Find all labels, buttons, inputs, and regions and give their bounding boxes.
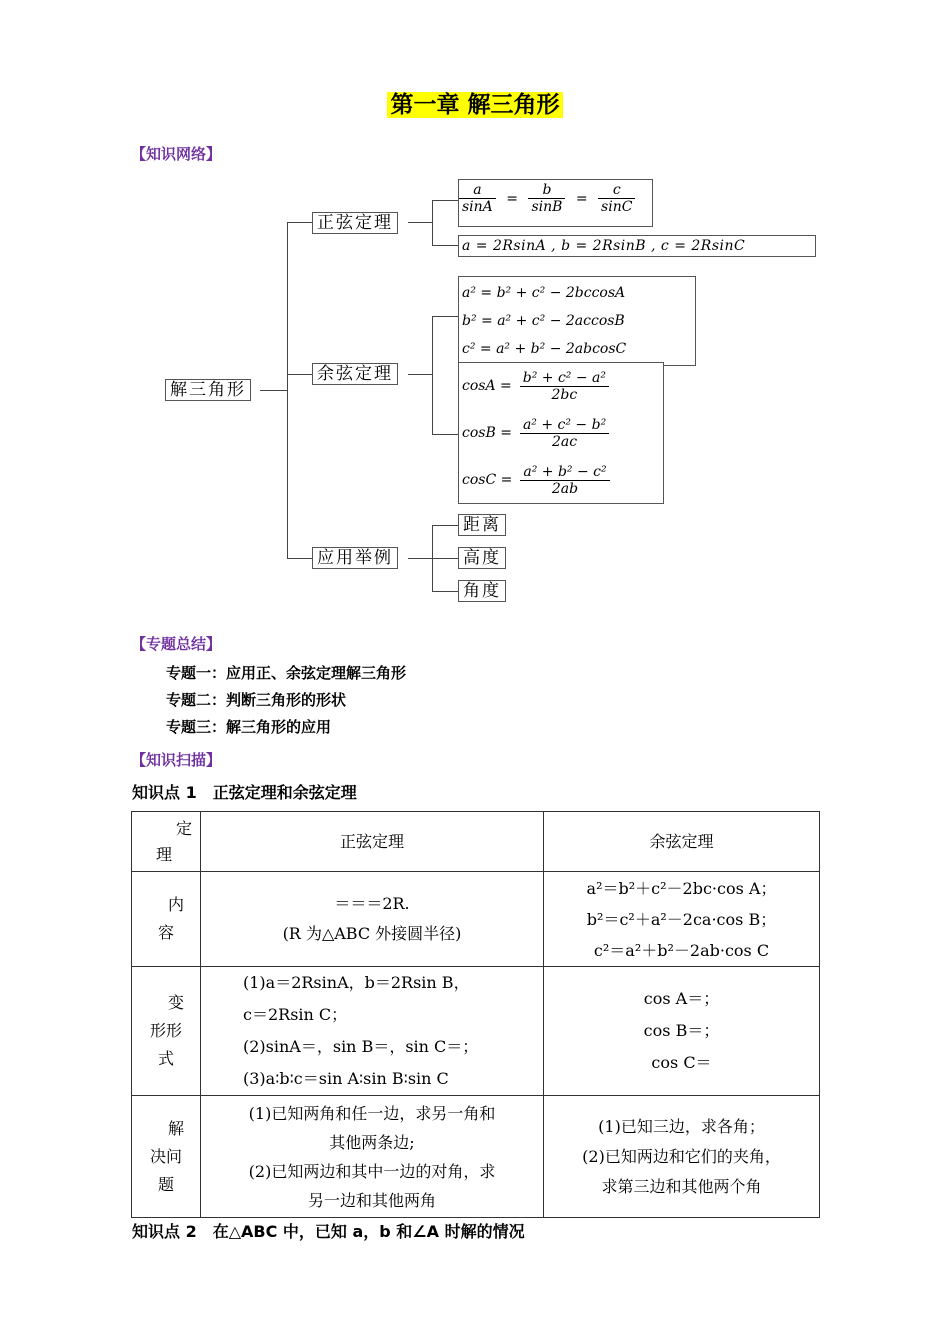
- connector: [260, 390, 287, 391]
- row-label-char: 容: [157, 923, 174, 942]
- connector: [408, 374, 432, 375]
- connector: [408, 558, 432, 559]
- row-label-char: 变: [167, 993, 184, 1012]
- header-char: 理: [156, 844, 173, 864]
- denominator: 2bc: [551, 386, 578, 403]
- sine-solving-line: (2)已知两边和其中一边的对角，求: [248, 1161, 496, 1181]
- cosine-variant-line: cos C＝: [651, 1053, 712, 1072]
- cosine-solving-line: (1)已知三边，求各角；: [598, 1116, 765, 1136]
- topic-1: 专题一：应用正、余弦定理解三角形: [166, 664, 407, 682]
- row-label-content: [132, 872, 201, 967]
- cosine-content-line: c²＝a²＋b²－2ab·cos C: [593, 940, 770, 960]
- numerator: b² + c² − a²: [520, 370, 609, 387]
- sine-ratio-formula: $\frac{a}{\sin A}$ = $\frac{b}{\sin B}$ = $\frac{c}{\sin C}$: [458, 179, 653, 227]
- row-label-char: 式: [157, 1049, 174, 1068]
- node-cosine-law: 余弦定理: [312, 363, 398, 385]
- sine-variants: [201, 967, 544, 1096]
- cosine-form-c: c² = a² + b² − 2abcosC: [462, 341, 627, 357]
- chapter-title: 第一章 解三角形: [0, 86, 950, 119]
- row-label-solving: [132, 1096, 201, 1218]
- connector: [432, 316, 458, 317]
- cosine-variant-line: cos A＝；: [643, 989, 720, 1008]
- row-label-char: 决问: [149, 1146, 182, 1166]
- sine-variant-line: c＝2Rsin C；: [243, 1005, 348, 1024]
- cosine-variants: [544, 967, 820, 1096]
- sine-content-line: ＝＝＝2R.: [334, 894, 410, 913]
- node-app-angle: 角度: [458, 580, 506, 602]
- fraction: [520, 417, 609, 450]
- connector: [432, 200, 458, 201]
- denominator: sinC: [601, 199, 633, 215]
- table-row-solving: [132, 1096, 820, 1218]
- connector: [287, 374, 312, 375]
- sine-content: [201, 872, 544, 967]
- numerator: a² + b² − c²: [520, 464, 609, 481]
- fraction: [520, 370, 609, 403]
- theorem-table: [131, 811, 820, 1218]
- section-knowledge-scan: 【知识扫描】: [131, 751, 222, 769]
- table-row-variants: [132, 967, 820, 1096]
- sine-solving-line: (1)已知两角和任一边，求另一角和: [248, 1103, 496, 1123]
- knowledge-point-2: 知识点 2 在△ABC 中，已知 a，b 和∠A 时解的情况: [132, 1222, 525, 1241]
- fraction: [520, 464, 609, 497]
- cos-b-lhs: cosB =: [462, 425, 512, 441]
- row-label-char: 形形: [149, 1021, 182, 1040]
- numerator: a: [459, 182, 496, 199]
- cos-fraction-row: [462, 409, 660, 457]
- cos-a-lhs: cosA =: [462, 378, 512, 394]
- node-app-distance: 距离: [458, 514, 506, 536]
- row-label-variants: [132, 967, 201, 1096]
- sine-solving: [201, 1096, 544, 1218]
- sine-variant-line: (2)sinA＝，sin B＝，sin C＝；: [243, 1037, 479, 1056]
- numerator: b: [528, 182, 565, 199]
- denominator: 2ac: [552, 433, 578, 450]
- node-app-height: 高度: [458, 547, 506, 569]
- fraction: [528, 182, 565, 215]
- denominator: 2ab: [551, 480, 579, 497]
- sine-expand-formula: a = 2RsinA , b = 2RsinB , c = 2RsinC: [458, 235, 816, 257]
- cosine-form-a: a² = b² + c² − 2bccosA: [462, 285, 626, 301]
- cosine-content-line: a²＝b²＋c²－2bc·cos A；: [586, 878, 777, 898]
- cosine-fractions: [458, 362, 664, 504]
- connector: [287, 222, 288, 558]
- connector: [432, 200, 433, 245]
- node-sine-law: 正弦定理: [312, 212, 398, 234]
- node-root: 解三角形: [165, 379, 251, 401]
- header-sine-law: 正弦定理: [201, 812, 544, 872]
- table-header-corner: [132, 812, 201, 872]
- cos-fraction-row: [462, 363, 660, 409]
- sine-solving-line: 另一边和其他两角: [307, 1190, 436, 1210]
- connector: [432, 591, 458, 592]
- sine-variant-line: (1)a＝2RsinA，b＝2Rsin B，: [243, 973, 470, 992]
- connector: [432, 245, 458, 246]
- connector: [432, 316, 433, 434]
- connector: [287, 222, 312, 223]
- cosine-solving: [544, 1096, 820, 1218]
- sine-content-line: (R 为△ABC 外接圆半径): [282, 924, 462, 943]
- fraction: [598, 182, 635, 215]
- denominator: sinA: [462, 199, 493, 215]
- cos-fraction-row: [462, 457, 660, 503]
- connector: [432, 525, 458, 526]
- table-header-row: [132, 812, 820, 872]
- cosine-solving-line: (2)已知两边和它们的夹角，: [582, 1146, 781, 1166]
- connector: [432, 558, 458, 559]
- connector: [408, 222, 432, 223]
- section-knowledge-network: 【知识网络】: [131, 145, 222, 163]
- sine-variant-line: (3)a∶b∶c＝sin A∶sin B∶sin C: [243, 1069, 449, 1088]
- fraction: [459, 182, 496, 215]
- table-row-content: [132, 872, 820, 967]
- connector: [432, 434, 458, 435]
- cosine-content-line: b²＝c²＋a²－2ca·cos B；: [586, 909, 777, 929]
- cosine-solving-line: 求第三边和其他两个角: [601, 1176, 762, 1196]
- numerator: a² + c² − b²: [520, 417, 609, 434]
- topic-3: 专题三：解三角形的应用: [166, 718, 332, 736]
- sine-solving-line: 其他两条边;: [329, 1132, 415, 1152]
- node-application: 应用举例: [312, 547, 398, 569]
- cos-c-lhs: cosC =: [462, 472, 513, 488]
- topic-2: 专题二：判断三角形的形状: [166, 691, 347, 709]
- cosine-content: [544, 872, 820, 967]
- knowledge-point-1: 知识点 1 正弦定理和余弦定理: [132, 783, 357, 802]
- row-label-char: 内: [167, 895, 184, 914]
- row-label-char: 题: [157, 1174, 174, 1194]
- numerator: c: [598, 182, 635, 199]
- cosine-forms: [458, 276, 696, 366]
- denominator: sinB: [531, 199, 563, 215]
- cosine-variant-line: cos B＝；: [643, 1021, 720, 1040]
- header-cosine-law: 余弦定理: [544, 812, 820, 872]
- connector: [287, 558, 312, 559]
- section-topic-summary: 【专题总结】: [131, 635, 222, 653]
- cosine-form-b: b² = a² + c² − 2accosB: [462, 313, 625, 329]
- row-label-char: 解: [167, 1118, 184, 1138]
- header-char: 定: [175, 818, 192, 838]
